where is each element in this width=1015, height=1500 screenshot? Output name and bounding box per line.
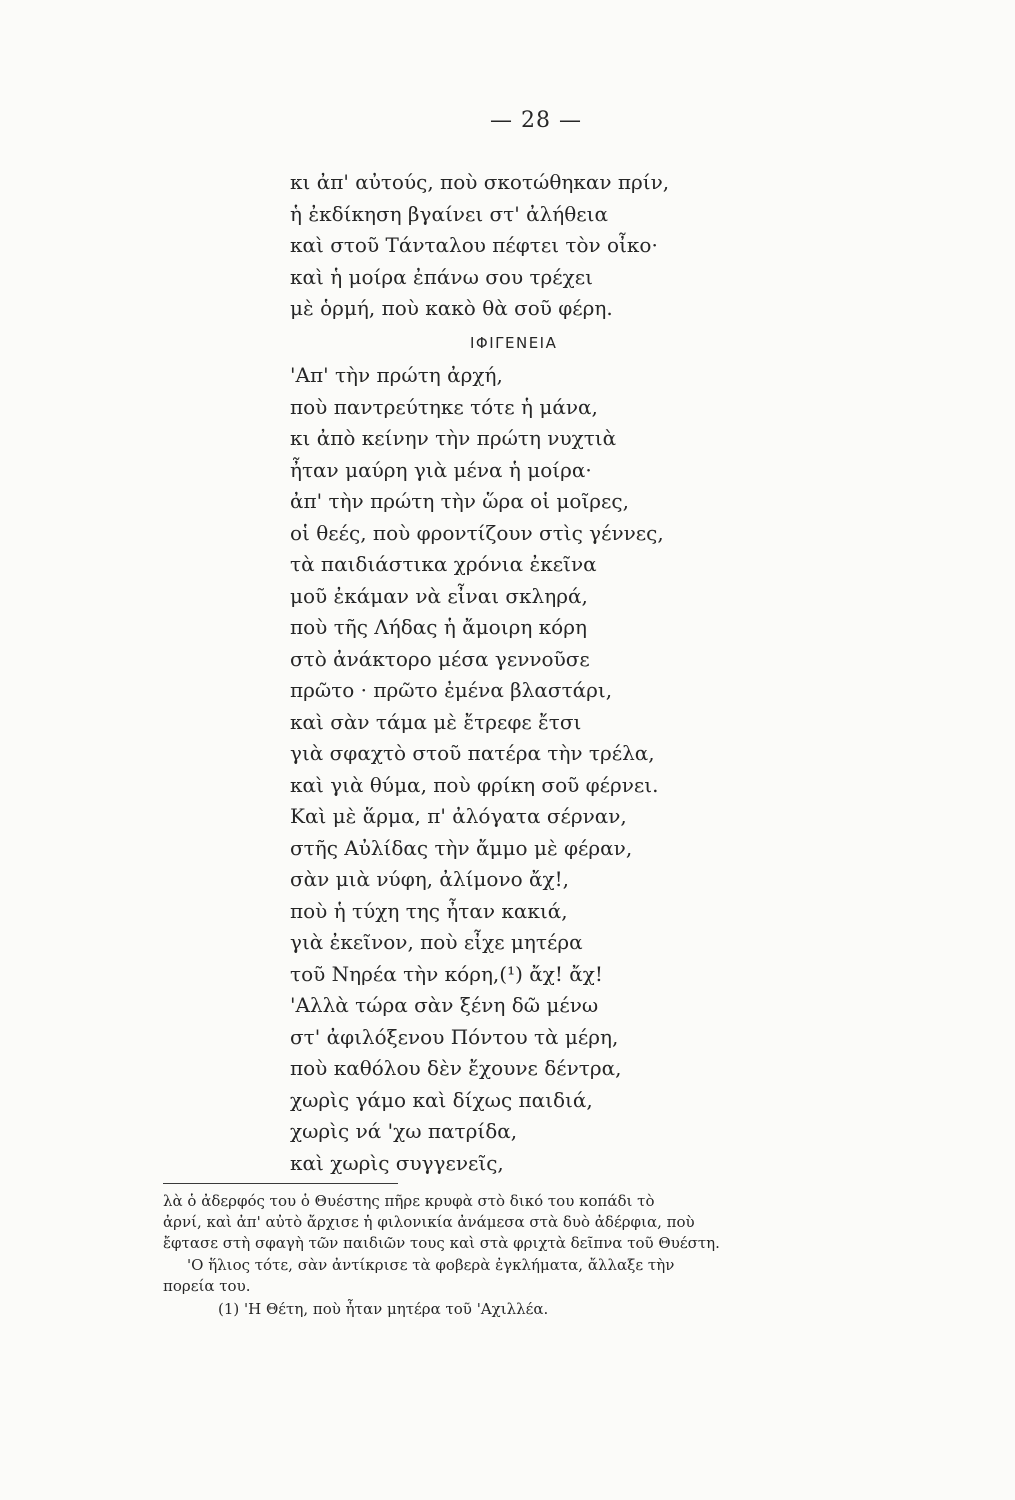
verse-line: καὶ στοῦ Τάνταλου πέφτει τὸν οἶκο· [290, 233, 658, 257]
verse-line: χωρὶς γάμο καὶ δίχως παιδιά, [290, 1087, 593, 1112]
footnote-line: ἀρνί, καὶ ἀπ' αὐτὸ ἄρχισε ἡ φιλονικία ἀνάμεσα στὰ δυὸ ἀδέρφια, ποὺ [163, 1213, 695, 1231]
footnote-line: 'Ο ἥλιος τότε, σὰν ἀντίκρισε τὰ φοβερὰ ἐγκλήματα, ἄλλαξε τὴν [187, 1256, 675, 1274]
verse-line: ἦταν μαύρη γιὰ μένα ἡ μοίρα· [290, 457, 592, 482]
verse-line: καὶ ἡ μοίρα ἐπάνω σου τρέχει [290, 264, 593, 289]
verse-line: 'Αλλὰ τώρα σὰν ξένη δῶ μένω [290, 993, 599, 1017]
verse-line: σὰν μιὰ νύφη, ἀλίμονο ἄχ!, [290, 867, 570, 891]
verse-line: μοῦ ἐκάμαν νὰ εἶναι σκληρά, [290, 583, 588, 608]
verse-line: 'Απ' τὴν πρώτη ἀρχή, [290, 363, 503, 387]
footnote-reference: (1) 'Η Θέτη, ποὺ ἦταν μητέρα τοῦ 'Αχιλλέα. [218, 1300, 549, 1318]
verse-line: ποὺ τῆς Λήδας ἡ ἄμοιρη κόρη [290, 615, 587, 639]
page-number: — 28 — [490, 108, 582, 133]
verse-line: καὶ χωρὶς συγγενεῖς, [290, 1150, 504, 1175]
verse-line: οἱ θεές, ποὺ φροντίζουν στὶς γέννες, [290, 520, 664, 545]
footnote-divider [163, 1183, 398, 1184]
verse-line: κι ἀπὸ κείνην τὴν πρώτη νυχτιὰ [290, 426, 617, 450]
verse-block-top [290, 167, 669, 325]
footnote-line: ἔφτασε στὴ σφαγὴ τῶν παιδιῶν τους καὶ στὰ φριχτὰ δεῖπνα τοῦ Θυέστη. [163, 1234, 720, 1252]
verse-line: γιὰ ἐκεῖνον, ποὺ εἶχε μητέρα [290, 930, 583, 954]
verse-line: στὸ ἀνάκτορο μέσα γεννοῦσε [290, 646, 590, 671]
verse-line: χωρὶς νά 'χω πατρίδα, [290, 1119, 518, 1143]
verse-line: ποὺ καθόλου δὲν ἔχουνε δέντρα, [290, 1056, 622, 1080]
verse-line: κι ἀπ' αὐτούς, ποὺ σκοτώθηκαν πρίν, [290, 170, 670, 194]
verse-line: στ' ἀφιλόξενου Πόντου τὰ μέρη, [290, 1024, 619, 1049]
footnote-line: λὰ ὁ ἀδερφός του ὁ Θυέστης πῆρε κρυφὰ στὸ δικό του κοπάδι τὸ [163, 1192, 655, 1210]
speaker-heading: ΙΦΙΓΕΝΕΙΑ [470, 334, 558, 352]
verse-line: τὰ παιδιάστικα χρόνια ἐκεῖνα [290, 552, 597, 576]
verse-line: Καὶ μὲ ἅρμα, π' ἀλόγατα σέρναν, [290, 804, 627, 828]
verse-line: καὶ γιὰ θύμα, ποὺ φρίκη σοῦ φέρνει. [290, 772, 659, 797]
verse-line: καὶ σὰν τάμα μὲ ἔτρεφε ἔτσι [290, 709, 582, 734]
verse-line: γιὰ σφαχτὸ στοῦ πατέρα τὴν τρέλα, [290, 741, 655, 765]
footnote-line: πορεία του. [163, 1277, 251, 1295]
verse-line: ἡ ἐκδίκηση βγαίνει στ' ἀλήθεια [290, 201, 608, 226]
verse-line: ποὺ παντρεύτηκε τότε ἡ μάνα, [290, 394, 598, 419]
verse-line: ἀπ' τὴν πρώτη τὴν ὥρα οἱ μοῖρες, [290, 489, 629, 513]
verse-line: πρῶτο · πρῶτο ἐμένα βλαστάρι, [290, 678, 613, 702]
verse-block-main [290, 360, 664, 1179]
verse-line: τοῦ Νηρέα τὴν κόρη,(¹) ἄχ! ἄχ! [290, 961, 603, 986]
verse-line: μὲ ὁρμή, ποὺ κακὸ θὰ σοῦ φέρη. [290, 296, 613, 320]
verse-line: στῆς Αὐλίδας τὴν ἄμμο μὲ φέραν, [290, 835, 633, 860]
verse-line: ποὺ ἡ τύχη της ἦταν κακιά, [290, 898, 568, 923]
